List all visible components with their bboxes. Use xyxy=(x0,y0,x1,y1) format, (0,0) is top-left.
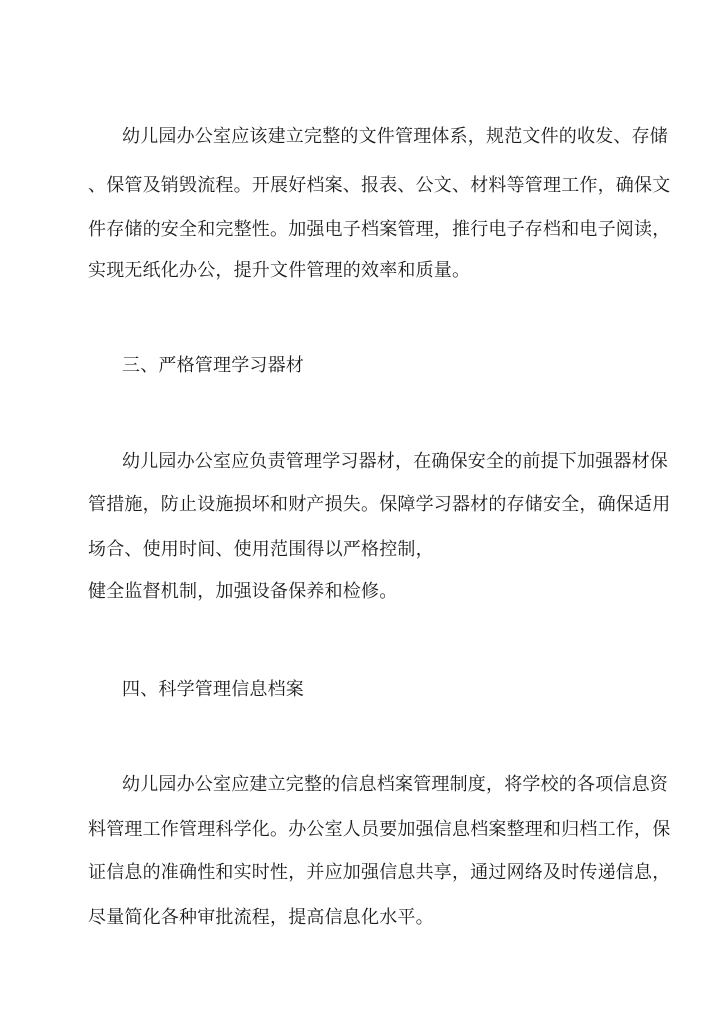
paragraph-line: 幼儿园办公室应建立完整的信息档案管理制度，将学校的各项信息资 xyxy=(122,774,668,795)
section-heading-learning-equipment: 三、严格管理学习器材 xyxy=(122,355,304,376)
paragraph-line: 管措施，防止设施损坏和财产损失。保障学习器材的存储安全，确保适用 xyxy=(88,494,671,515)
paragraph-line: 件存储的安全和完整性。加强电子档案管理，推行电子存档和电子阅读， xyxy=(88,219,671,240)
paragraph-line: 尽量简化各种审批流程，提高信息化水平。 xyxy=(88,907,434,928)
paragraph-line: 幼儿园办公室应该建立完整的文件管理体系，规范文件的收发、存储 xyxy=(122,126,668,147)
paragraph-line: 幼儿园办公室应负责管理学习器材，在确保安全的前提下加强器材保 xyxy=(122,451,668,472)
paragraph-line: 料管理工作管理科学化。办公室人员要加强信息档案整理和归档工作，保 xyxy=(88,819,671,840)
paragraph-line: 实现无纸化办公，提升文件管理的效率和质量。 xyxy=(88,260,471,281)
paragraph-line: 、保管及销毁流程。开展好档案、报表、公文、材料等管理工作，确保文 xyxy=(88,175,671,196)
section-heading-information-archives: 四、科学管理信息档案 xyxy=(122,679,304,700)
paragraph-line: 场合、使用时间、使用范围得以严格控制， xyxy=(88,539,434,560)
paragraph-line: 证信息的准确性和实时性，并应加强信息共享，通过网络及时传递信息， xyxy=(88,862,671,883)
paragraph-line: 健全监督机制，加强设备保养和检修。 xyxy=(88,581,398,602)
